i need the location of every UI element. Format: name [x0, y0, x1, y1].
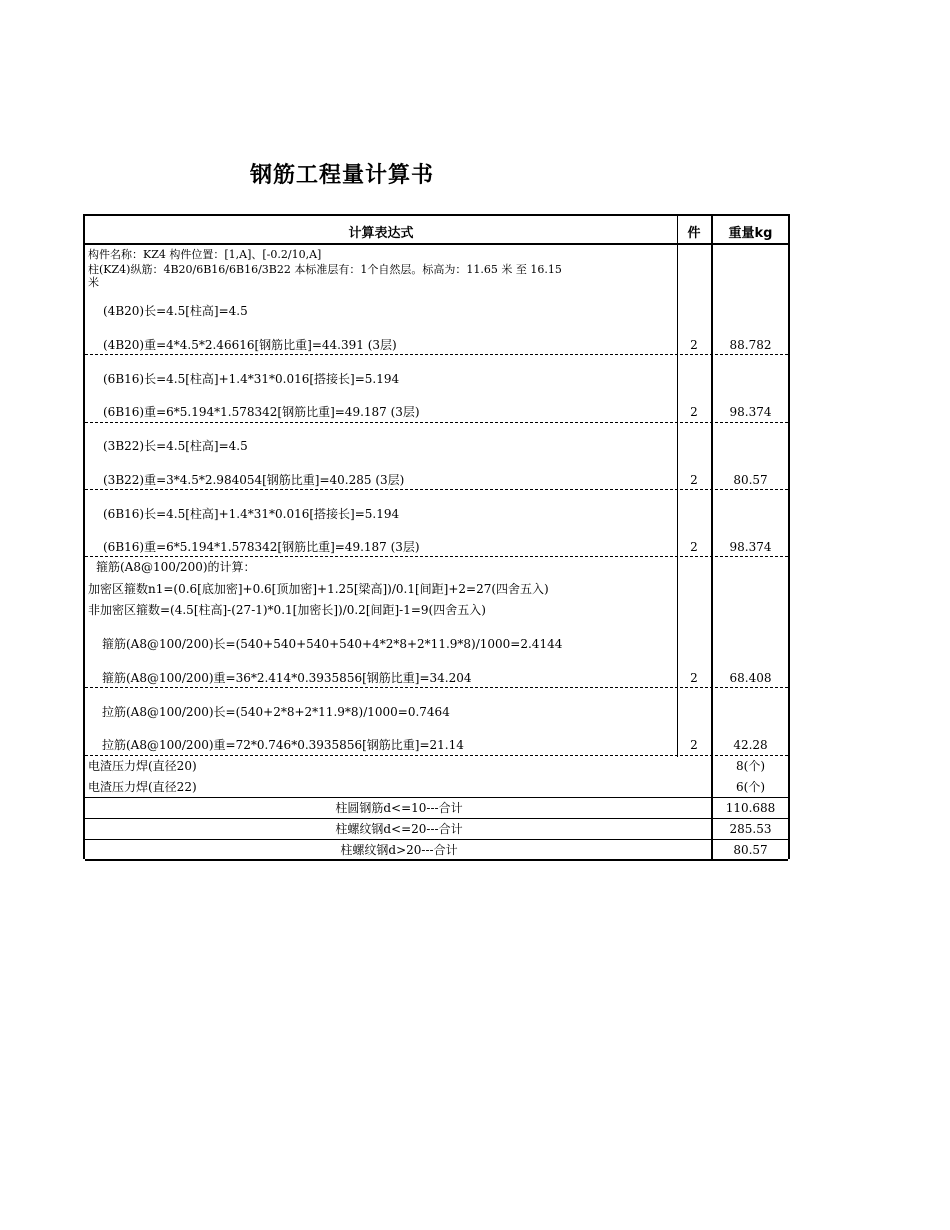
weight-formula: (3B22)重=3*4.5*2.984054[钢筋比重]=40.285 (3层) — [103, 473, 405, 487]
row-divider — [85, 422, 788, 423]
count-cell: 2 — [690, 540, 698, 554]
weight-cell: 68.408 — [729, 671, 772, 685]
header-weight: 重量kg — [728, 226, 773, 241]
row-divider — [85, 839, 788, 840]
stirrup-dense-count: 加密区箍数n1=(0.6[底加密]+0.6[顶加密]+1.25[梁高])/0.1[间距]+2=27(四舍五入) — [88, 582, 549, 596]
weld-label: 电渣压力焊(直径22) — [88, 780, 197, 794]
rebar-info: 柱(KZ4)纵筋：4B20/6B16/6B16/3B22 本标准层有：1个自然层。标高为：11.65 米 至 16.15 — [88, 263, 562, 276]
total-label: 柱螺纹钢d>20---合计 — [340, 843, 458, 857]
total-value: 285.53 — [729, 822, 772, 836]
total-label: 柱螺纹钢d<=20---合计 — [335, 822, 463, 836]
count-cell: 2 — [690, 738, 698, 752]
weight-formula: (4B20)重=4*4.5*2.46616[钢筋比重]=44.391 (3层) — [103, 338, 397, 352]
weight-formula: (6B16)重=6*5.194*1.578342[钢筋比重]=49.187 (3层) — [103, 540, 420, 554]
component-info: 构件名称：KZ4 构件位置：[1,A]、[-0.2/10,A] — [88, 248, 322, 261]
row-divider — [85, 818, 788, 819]
header-count: 件 — [687, 226, 701, 241]
calc-table — [83, 214, 790, 859]
length-formula: (6B16)长=4.5[柱高]+1.4*31*0.016[搭接长]=5.194 — [103, 372, 400, 386]
length-formula: (3B22)长=4.5[柱高]=4.5 — [103, 439, 248, 453]
weight-cell: 98.374 — [729, 405, 772, 419]
count-cell: 2 — [690, 338, 698, 352]
weight-cell: 80.57 — [733, 473, 768, 487]
weld-value: 8(个) — [736, 759, 765, 773]
total-label: 柱圆钢筋d<=10---合计 — [335, 801, 463, 815]
length-formula: (6B16)长=4.5[柱高]+1.4*31*0.016[搭接长]=5.194 — [103, 507, 400, 521]
weld-value: 6(个) — [736, 780, 765, 794]
count-cell: 2 — [690, 671, 698, 685]
total-value: 80.57 — [733, 843, 768, 857]
header-expr: 计算表达式 — [348, 226, 414, 241]
weld-label: 电渣压力焊(直径20) — [88, 759, 197, 773]
count-cell: 2 — [690, 405, 698, 419]
table-bottom-border — [85, 859, 788, 861]
document-title: 钢筋工程量计算书 — [250, 163, 435, 188]
row-divider — [85, 687, 788, 688]
row-divider — [85, 797, 788, 798]
row-divider — [85, 755, 788, 756]
weight-formula: (6B16)重=6*5.194*1.578342[钢筋比重]=49.187 (3层) — [103, 405, 420, 419]
stirrup-heading: 箍筋(A8@100/200)的计算： — [96, 560, 256, 574]
table-header — [85, 216, 788, 245]
tie-weight: 拉筋(A8@100/200)重=72*0.746*0.3935856[钢筋比重]=21.14 — [102, 738, 464, 752]
tie-length: 拉筋(A8@100/200)长=(540+2*8+2*11.9*8)/1000=0.7464 — [102, 705, 450, 719]
total-value: 110.688 — [725, 801, 776, 815]
count-cell: 2 — [690, 473, 698, 487]
row-divider — [85, 489, 788, 490]
weight-cell: 98.374 — [729, 540, 772, 554]
stirrup-weight: 箍筋(A8@100/200)重=36*2.414*0.3935856[钢筋比重]=34.204 — [102, 671, 472, 685]
stirrup-length: 箍筋(A8@100/200)长=(540+540+540+540+4*2*8+2*11.9*8)/1000=2.4144 — [102, 637, 563, 651]
weight-cell: 88.782 — [729, 338, 772, 352]
weight-cell: 42.28 — [733, 738, 768, 752]
row-divider — [85, 556, 788, 557]
length-formula: (4B20)长=4.5[柱高]=4.5 — [103, 304, 248, 318]
stirrup-nondense-count: 非加密区箍数=(4.5[柱高]-(27-1)*0.1[加密长])/0.2[间距]-1=9(四舍五入) — [88, 603, 486, 617]
row-divider — [85, 354, 788, 355]
rebar-info-cont: 米 — [88, 276, 99, 289]
